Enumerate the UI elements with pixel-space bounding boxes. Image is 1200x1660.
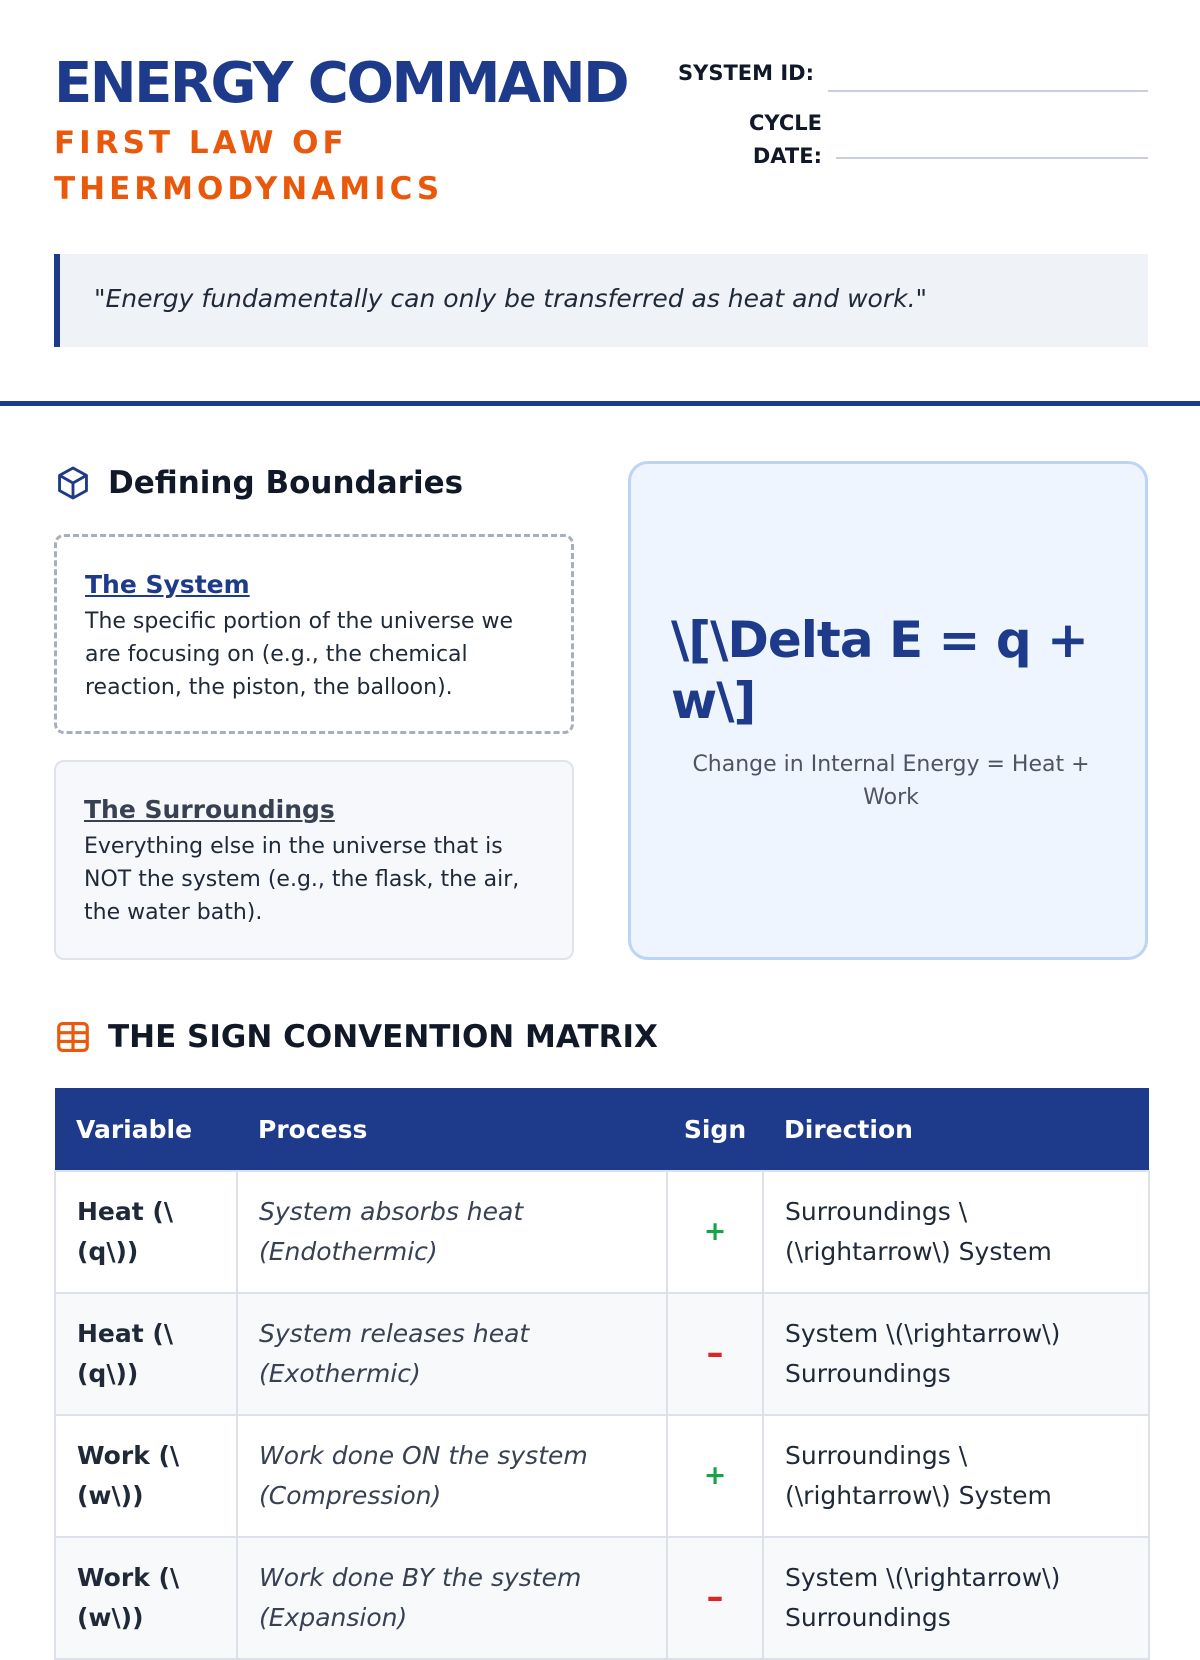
matrix-heading: THE SIGN CONVENTION MATRIX bbox=[108, 1019, 658, 1055]
surroundings-title: The Surroundings bbox=[84, 795, 335, 824]
first-law-equation: \[\Delta E = q + w\] bbox=[671, 611, 1088, 730]
process-cell: System releases heat (Exothermic) bbox=[237, 1293, 667, 1415]
boundaries-header bbox=[54, 464, 463, 502]
minus-sign: – bbox=[706, 1332, 724, 1373]
column-header-process: Process bbox=[237, 1088, 667, 1171]
quote-text: "Energy fundamentally can only be transferred as heat and work." bbox=[94, 284, 928, 313]
matrix-header bbox=[54, 1018, 658, 1056]
process-cell: Work done BY the system (Expansion) bbox=[237, 1537, 667, 1659]
table-icon bbox=[54, 1018, 92, 1056]
column-header-sign: Sign bbox=[667, 1088, 763, 1171]
system-id-label: SYSTEM ID: bbox=[678, 61, 814, 85]
direction-cell: Surroundings \(\rightarrow\) System bbox=[763, 1171, 1149, 1293]
boundaries-heading: Defining Boundaries bbox=[108, 465, 464, 501]
direction-cell: System \(\rightarrow\) Surroundings bbox=[763, 1537, 1149, 1659]
plus-sign: + bbox=[703, 1460, 727, 1491]
worksheet-title: ENERGY COMMAND bbox=[54, 51, 628, 116]
worksheet-subtitle: FIRST LAW OF THERMODYNAMICS bbox=[54, 125, 444, 207]
sign-cell bbox=[667, 1171, 763, 1293]
system-id-field[interactable] bbox=[828, 90, 1148, 92]
variable-cell: Heat (\(q\)) bbox=[55, 1293, 237, 1415]
column-header-variable: Variable bbox=[55, 1088, 237, 1171]
table-row bbox=[55, 1537, 1149, 1659]
sign-cell bbox=[667, 1415, 763, 1537]
formula-card bbox=[628, 461, 1148, 960]
system-description: The specific portion of the universe we are focusing on (e.g., the chemical reaction, the piston, the balloon). bbox=[85, 609, 514, 700]
sign-cell bbox=[667, 1537, 763, 1659]
sign-cell bbox=[667, 1293, 763, 1415]
direction-cell: System \(\rightarrow\) Surroundings bbox=[763, 1293, 1149, 1415]
cube-icon bbox=[54, 464, 92, 502]
column-header-direction: Direction bbox=[763, 1088, 1149, 1171]
system-card bbox=[54, 534, 574, 734]
variable-cell: Work (\(w\)) bbox=[55, 1415, 237, 1537]
surroundings-card bbox=[54, 760, 574, 960]
minus-sign: – bbox=[706, 1576, 724, 1617]
plus-sign: + bbox=[703, 1216, 727, 1247]
table-row bbox=[55, 1293, 1149, 1415]
cycle-date-label: CYCLE DATE: bbox=[748, 111, 822, 168]
process-cell: System absorbs heat (Endothermic) bbox=[237, 1171, 667, 1293]
variable-cell: Work (\(w\)) bbox=[55, 1537, 237, 1659]
equation-caption: Change in Internal Energy = Heat + Work bbox=[692, 752, 1090, 810]
table-header-row bbox=[55, 1088, 1149, 1171]
section-divider bbox=[0, 401, 1200, 406]
table-row bbox=[55, 1171, 1149, 1293]
table-row bbox=[55, 1415, 1149, 1537]
process-cell: Work done ON the system (Compression) bbox=[237, 1415, 667, 1537]
sign-convention-table bbox=[54, 1088, 1150, 1660]
cycle-date-field[interactable] bbox=[836, 157, 1148, 159]
system-title: The System bbox=[85, 570, 250, 599]
surroundings-description: Everything else in the universe that is NOT the system (e.g., the flask, the air, the water bath). bbox=[84, 834, 520, 925]
variable-cell: Heat (\(q\)) bbox=[55, 1171, 237, 1293]
direction-cell: Surroundings \(\rightarrow\) System bbox=[763, 1415, 1149, 1537]
quote-block bbox=[54, 254, 1148, 347]
